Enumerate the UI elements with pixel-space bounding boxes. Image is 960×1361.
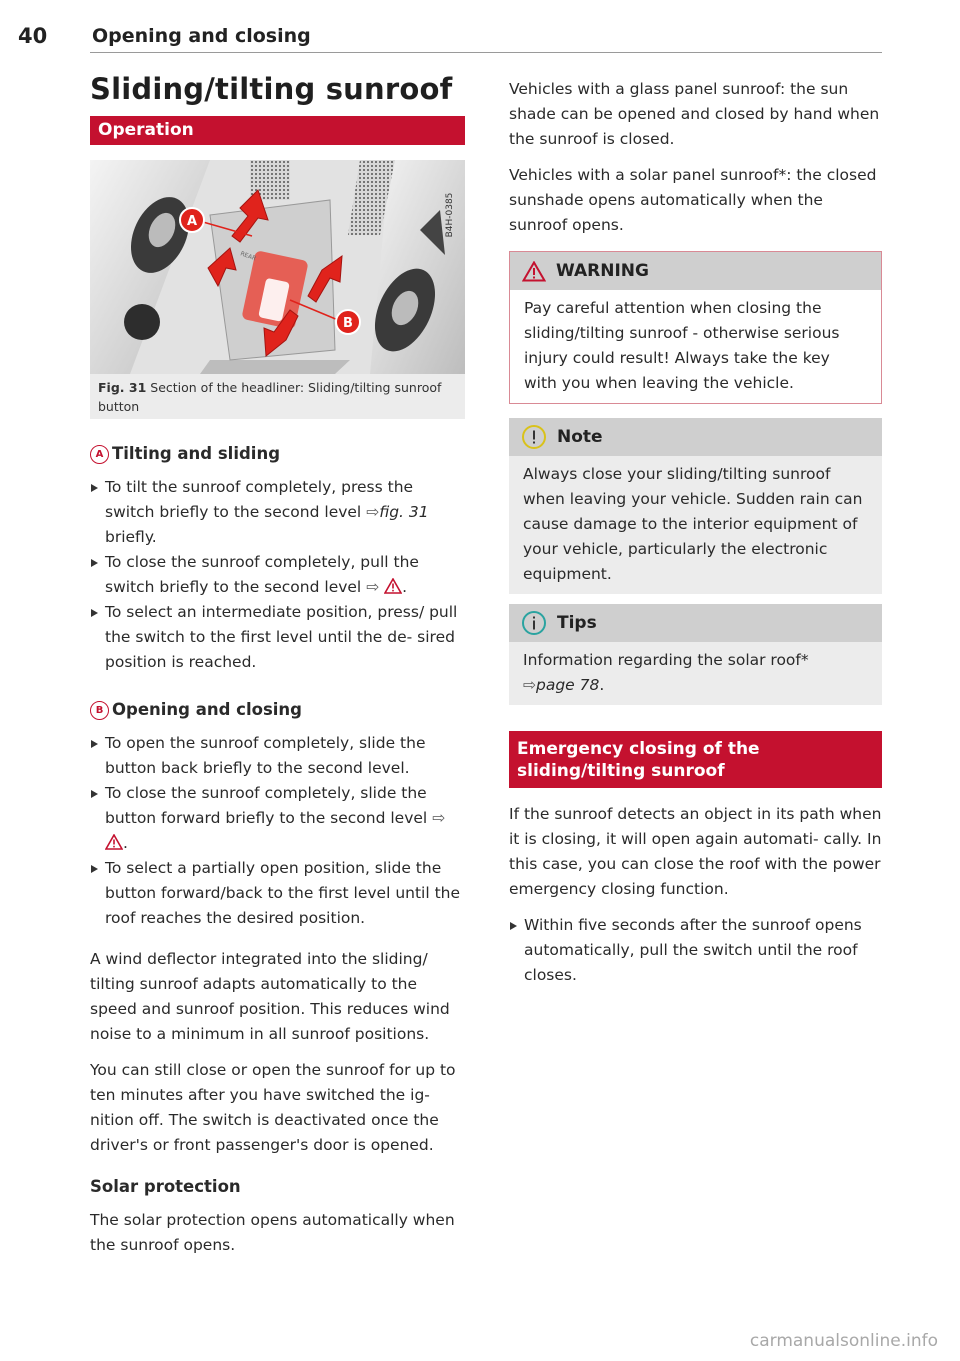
watermark: carmanualsonline.info	[749, 1331, 938, 1351]
list-item: To select a partially open position, slide the button forward/back to the first level until the roof reaches the desired position.	[90, 856, 465, 931]
list-item: To close the sunroof completely, slide the button forward briefly to the second level ⇨ .	[90, 781, 465, 856]
ref-arrow-icon: ⇨	[366, 503, 380, 521]
marker-a: A	[90, 445, 109, 464]
svg-text:A: A	[186, 214, 198, 229]
emergency-heading: Emergency closing of the sliding/tilting sunroof	[509, 731, 882, 788]
warning-text: Pay careful attention when closing the sliding/tilting sunroof - otherwise serious injury could result! Always take the key with you when leaving the vehicle.	[524, 299, 840, 392]
note-title: Note	[557, 427, 603, 447]
ref-arrow-icon: ⇨	[366, 578, 380, 596]
ref-arrow-icon: ⇨	[432, 809, 446, 827]
page-number: 40	[18, 24, 48, 48]
tilting-heading: A Tilting and sliding	[90, 441, 465, 466]
section-title: Sliding/tilting sunroof	[90, 72, 453, 106]
caption-text: Section of the headliner: Sliding/tilting sunroof button	[98, 380, 442, 414]
list-item: To close the sunroof completely, pull the switch briefly to the second level ⇨ .	[90, 550, 465, 600]
callout-b	[336, 310, 360, 334]
emergency-paragraph: If the sunroof detects an object in its path when it is closing, it will open again automati- cally. In this case, you can close the roof with the power emergency closing function.	[509, 805, 882, 898]
wind-deflector-paragraph: A wind deflector integrated into the sliding/ tilting sunroof adapts automatically to the speed and sunroof position. This reduces wind noise to a minimum in all sunroof positions.	[90, 950, 450, 1043]
info-circle-icon	[521, 610, 547, 636]
glass-panel-paragraph: Vehicles with a glass panel sunroof: the sun shade can be opened and closed by hand when the sunroof is closed.	[509, 80, 880, 148]
operation-bar: Operation	[90, 116, 465, 145]
rear-label: REAR	[239, 250, 257, 263]
figure-31	[90, 160, 465, 419]
tips-text: Information regarding the solar roof* ⇨page 78.	[523, 651, 809, 694]
solar-paragraph: The solar protection opens automatically when the sunroof opens.	[90, 1211, 455, 1254]
tips-title: Tips	[557, 613, 597, 633]
warning-box	[509, 251, 882, 404]
header-rule	[90, 52, 882, 53]
tips-header	[509, 604, 882, 642]
chapter-title: Opening and closing	[92, 25, 311, 47]
figure-code: B4H-0385	[445, 192, 455, 238]
fig-link[interactable]: fig. 31	[379, 503, 429, 521]
figure-caption	[90, 374, 465, 419]
svg-text:B: B	[343, 316, 353, 331]
list-item: Within five seconds after the sunroof opens automatically, pull the switch until the roof closes.	[509, 913, 882, 988]
list-item: To tilt the sunroof completely, press the switch briefly to the second level ⇨fig. 31 briefly.	[90, 475, 465, 550]
note-box	[509, 418, 882, 594]
tilting-section	[90, 441, 465, 675]
opening-list	[90, 731, 465, 931]
marker-b: B	[90, 701, 109, 720]
warning-icon	[384, 578, 402, 594]
ignition-paragraph: You can still close or open the sunroof for up to ten minutes after you have switched the ig- nition off. The switch is deactivated once the driver's or front passenger's door is opened.	[90, 1061, 456, 1154]
list-item: To select an intermediate position, press/ pull the switch to the first level until the de- sired position is reached.	[90, 600, 465, 675]
exclamation-circle-icon	[521, 424, 547, 450]
caption-label: Fig. 31	[98, 380, 147, 395]
note-header	[509, 418, 882, 456]
opening-heading: B Opening and closing	[90, 697, 465, 722]
solar-panel-paragraph: Vehicles with a solar panel sunroof*: the closed sunshade opens automatically when the sunroof opens.	[509, 166, 877, 234]
ref-arrow-icon: ⇨	[523, 676, 536, 694]
tips-box	[509, 604, 882, 705]
tilting-list	[90, 475, 465, 675]
warning-header	[510, 252, 881, 290]
note-text: Always close your sliding/tilting sunroof when leaving your vehicle. Sudden rain can cause damage to the interior equipment of your vehicle, particularly the electronic equipment.	[523, 465, 863, 583]
list-item: To open the sunroof completely, slide the button back briefly to the second level.	[90, 731, 465, 781]
left-column	[90, 72, 465, 1258]
opening-section	[90, 697, 465, 931]
warning-icon	[522, 261, 546, 282]
callout-a	[180, 208, 204, 232]
sunroof-switch-illustration	[90, 160, 465, 374]
page-link[interactable]: page 78	[536, 676, 600, 694]
emergency-list	[509, 913, 882, 988]
warning-title: WARNING	[556, 261, 649, 281]
solar-heading: Solar protection	[90, 1177, 241, 1196]
warning-icon	[105, 834, 123, 850]
right-column	[509, 77, 882, 988]
